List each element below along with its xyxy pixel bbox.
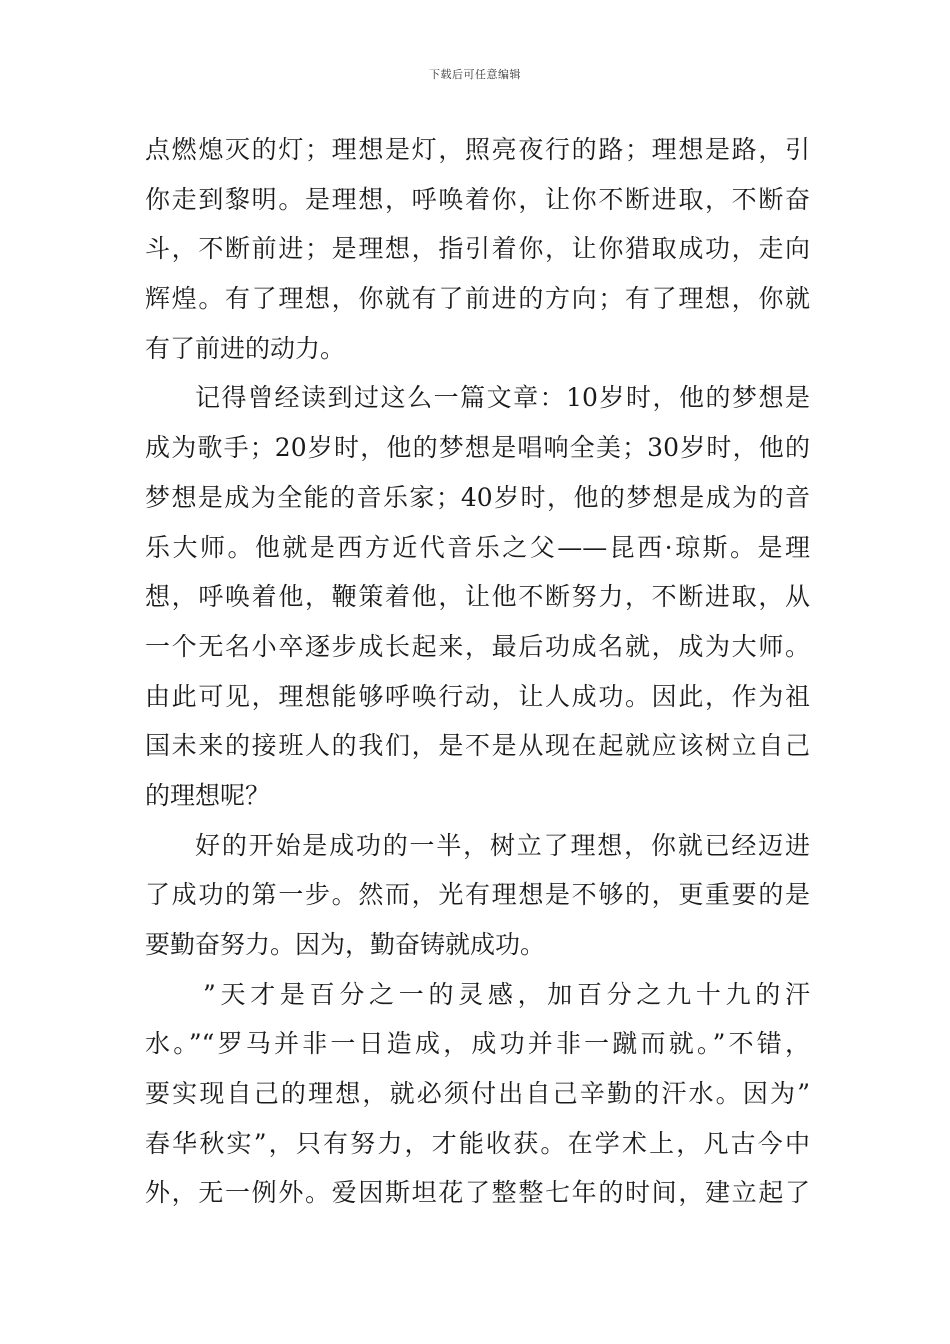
page-header: 下载后可任意编辑 bbox=[429, 68, 521, 81]
text-line: 的理想呢？ bbox=[145, 780, 271, 810]
paragraph-first-line: 好的开始是成功的一半，树立了理想，你就已经迈进 bbox=[195, 830, 810, 860]
text-line: 辉煌。有了理想，你就有了前进的方向；有了理想，你就 bbox=[145, 284, 810, 314]
text-line: 要勤奋努力。因为，勤奋铸就成功。 bbox=[145, 930, 546, 959]
paragraph-first-line: 记得曾经读到过这么一篇文章：10岁时，他的梦想是 bbox=[195, 383, 810, 413]
text-line: 国未来的接班人的我们，是不是从现在起就应该树立自己 bbox=[145, 731, 810, 761]
text-line: 乐大师。他就是西方近代音乐之父——昆西·琼斯。是理 bbox=[145, 532, 810, 562]
text-line: 春华秋实”，只有努力，才能收获。在学术上，凡古今中 bbox=[145, 1128, 810, 1158]
paragraph-first-line: ”天才是百分之一的灵感，加百分之九十九的汗 bbox=[203, 979, 810, 1009]
text-line: 你走到黎明。是理想，呼唤着你，让你不断进取，不断奋 bbox=[145, 184, 810, 214]
text-line: 外，无一例外。爱因斯坦花了整整七年的时间，建立起了 bbox=[145, 1178, 810, 1208]
text-line: 成为歌手；20岁时，他的梦想是唱响全美；30岁时，他的 bbox=[145, 433, 810, 463]
text-line: 一个无名小卒逐步成长起来，最后功成名就，成为大师。 bbox=[145, 631, 810, 661]
text-line: 水。”“罗马并非一日造成，成功并非一蹴而就。”不错， bbox=[145, 1029, 810, 1059]
text-line: 斗，不断前进；是理想，指引着你，让你猎取成功，走向 bbox=[145, 234, 810, 264]
text-line: 想，呼唤着他，鞭策着他，让他不断努力，不断进取，从 bbox=[145, 582, 810, 612]
text-line: 梦想是成为全能的音乐家；40岁时，他的梦想是成为的音 bbox=[145, 482, 810, 512]
text-line: 要实现自己的理想，就必须付出自己辛勤的汗水。因为” bbox=[145, 1079, 810, 1109]
text-line: 了成功的第一步。然而，光有理想是不够的，更重要的是 bbox=[145, 880, 810, 910]
text-line: 由此可见，理想能够呼唤行动，让人成功。因此，作为祖 bbox=[145, 681, 810, 711]
text-line: 有了前进的动力。 bbox=[145, 333, 346, 363]
text-line: 点燃熄灭的灯；理想是灯，照亮夜行的路；理想是路，引 bbox=[145, 135, 810, 164]
document-body bbox=[145, 125, 810, 1218]
